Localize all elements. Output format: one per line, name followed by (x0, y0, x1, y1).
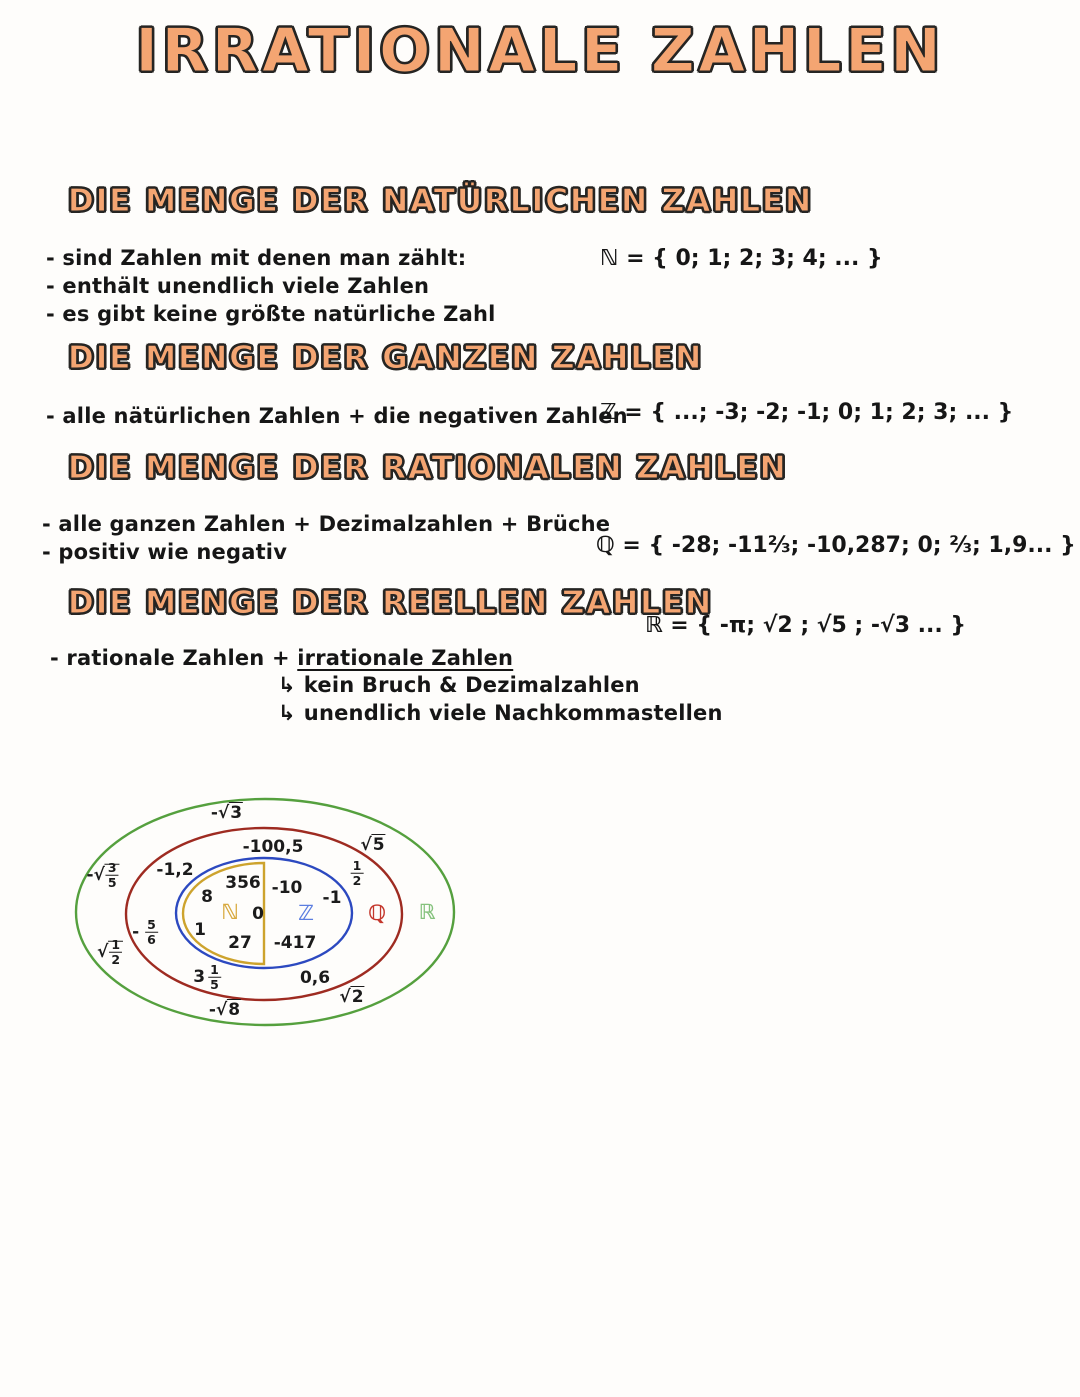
venn-number-sqrt5: √5 (360, 835, 385, 855)
venn-number-one-half: $\frac{1}{2}$ (352, 857, 362, 888)
sub-bullet-line: unendlich viele Nachkommastellen (303, 701, 723, 725)
bullet-line: - alle ganzen Zahlen + Dezimalzahlen + Brüche (42, 512, 611, 536)
heading-reals: DIE MENGE DER REELLEN ZAHLEN (68, 585, 714, 621)
venn-ellipses (68, 793, 463, 1038)
venn-number-minus10: -10 (271, 878, 303, 898)
bullet-line: - sind Zahlen mit denen man zählt: (46, 246, 467, 270)
number-sets-venn-diagram (68, 793, 463, 1038)
venn-number-356: 356 (225, 873, 261, 893)
return-arrow-icon: ↳ (278, 701, 296, 725)
page-title: IRRATIONALE ZAHLEN (135, 16, 945, 86)
sub-bullet-line: kein Bruch & Dezimalzahlen (303, 673, 640, 697)
set-notation-real: ℝ = { -π; √2 ; √5 ; -√3 ... } (645, 613, 967, 638)
venn-number-sqrt-1-2: √ $\frac{1}{2}$ (97, 938, 123, 967)
set-label-natural: ℕ (221, 900, 239, 924)
venn-number-neg-5-6: - $\frac{5}{6}$ (132, 916, 156, 947)
bullet-line: - alle nätürlichen Zahlen + die negativen Zahlen (46, 404, 628, 428)
heading-rationals: DIE MENGE DER RATIONALEN ZAHLEN (68, 450, 788, 486)
heading-natural-numbers: DIE MENGE DER NATÜRLICHEN ZAHLEN (68, 183, 814, 219)
return-arrow-icon: ↳ (278, 673, 296, 697)
venn-number-minus417: -417 (273, 933, 317, 953)
set-label-integer: ℤ (298, 901, 314, 925)
set-label-real: ℝ (418, 900, 436, 924)
set-notation-natural: ℕ = { 0; 1; 2; 3; 4; ... } (600, 246, 883, 271)
venn-number-minus1: -1 (322, 888, 342, 908)
venn-number-neg-sqrt8: -√8 (208, 1000, 241, 1020)
venn-number-27: 27 (228, 933, 252, 953)
heading-integers: DIE MENGE DER GANZEN ZAHLEN (68, 340, 704, 376)
integer-bullets (46, 402, 628, 430)
bullet-line: - es gibt keine größte natürliche Zahl (46, 302, 496, 326)
venn-number-1: 1 (194, 920, 206, 940)
real-sub-bullets (278, 671, 723, 727)
rational-bullets (42, 510, 610, 566)
venn-number-3-1-5: 3 $\frac{1}{5}$ (193, 961, 219, 992)
venn-number-minus1-2: -1,2 (156, 860, 194, 880)
bullet-line: - positiv wie negativ (42, 540, 288, 564)
irrational-term: irrationale Zahlen (297, 646, 514, 670)
set-notation-integer: ℤ = { ...; -3; -2; -1; 0; 1; 2; 3; ... } (600, 400, 1014, 425)
real-bullet-prefix: - rationale Zahlen + (50, 646, 298, 670)
venn-number-8: 8 (201, 887, 213, 907)
venn-number-neg-sqrt-3-5: -√ $\frac{3}{5}$ (86, 861, 119, 890)
bullet-line: - enthält unendlich viele Zahlen (46, 274, 430, 298)
set-label-rational: ℚ (368, 901, 386, 925)
venn-number-sqrt2: √2 (339, 987, 364, 1007)
venn-number-minus100-5: -100,5 (242, 837, 304, 857)
set-notation-rational: ℚ = { -28; -11⅔; -10,287; 0; ⅔; 1,9... } (596, 533, 1076, 558)
venn-number-0-6: 0,6 (299, 968, 331, 988)
natural-bullets (46, 244, 496, 328)
real-bullet (50, 644, 513, 672)
venn-number-neg-sqrt3: -√3 (210, 803, 243, 823)
venn-number-0: 0 (252, 904, 264, 924)
